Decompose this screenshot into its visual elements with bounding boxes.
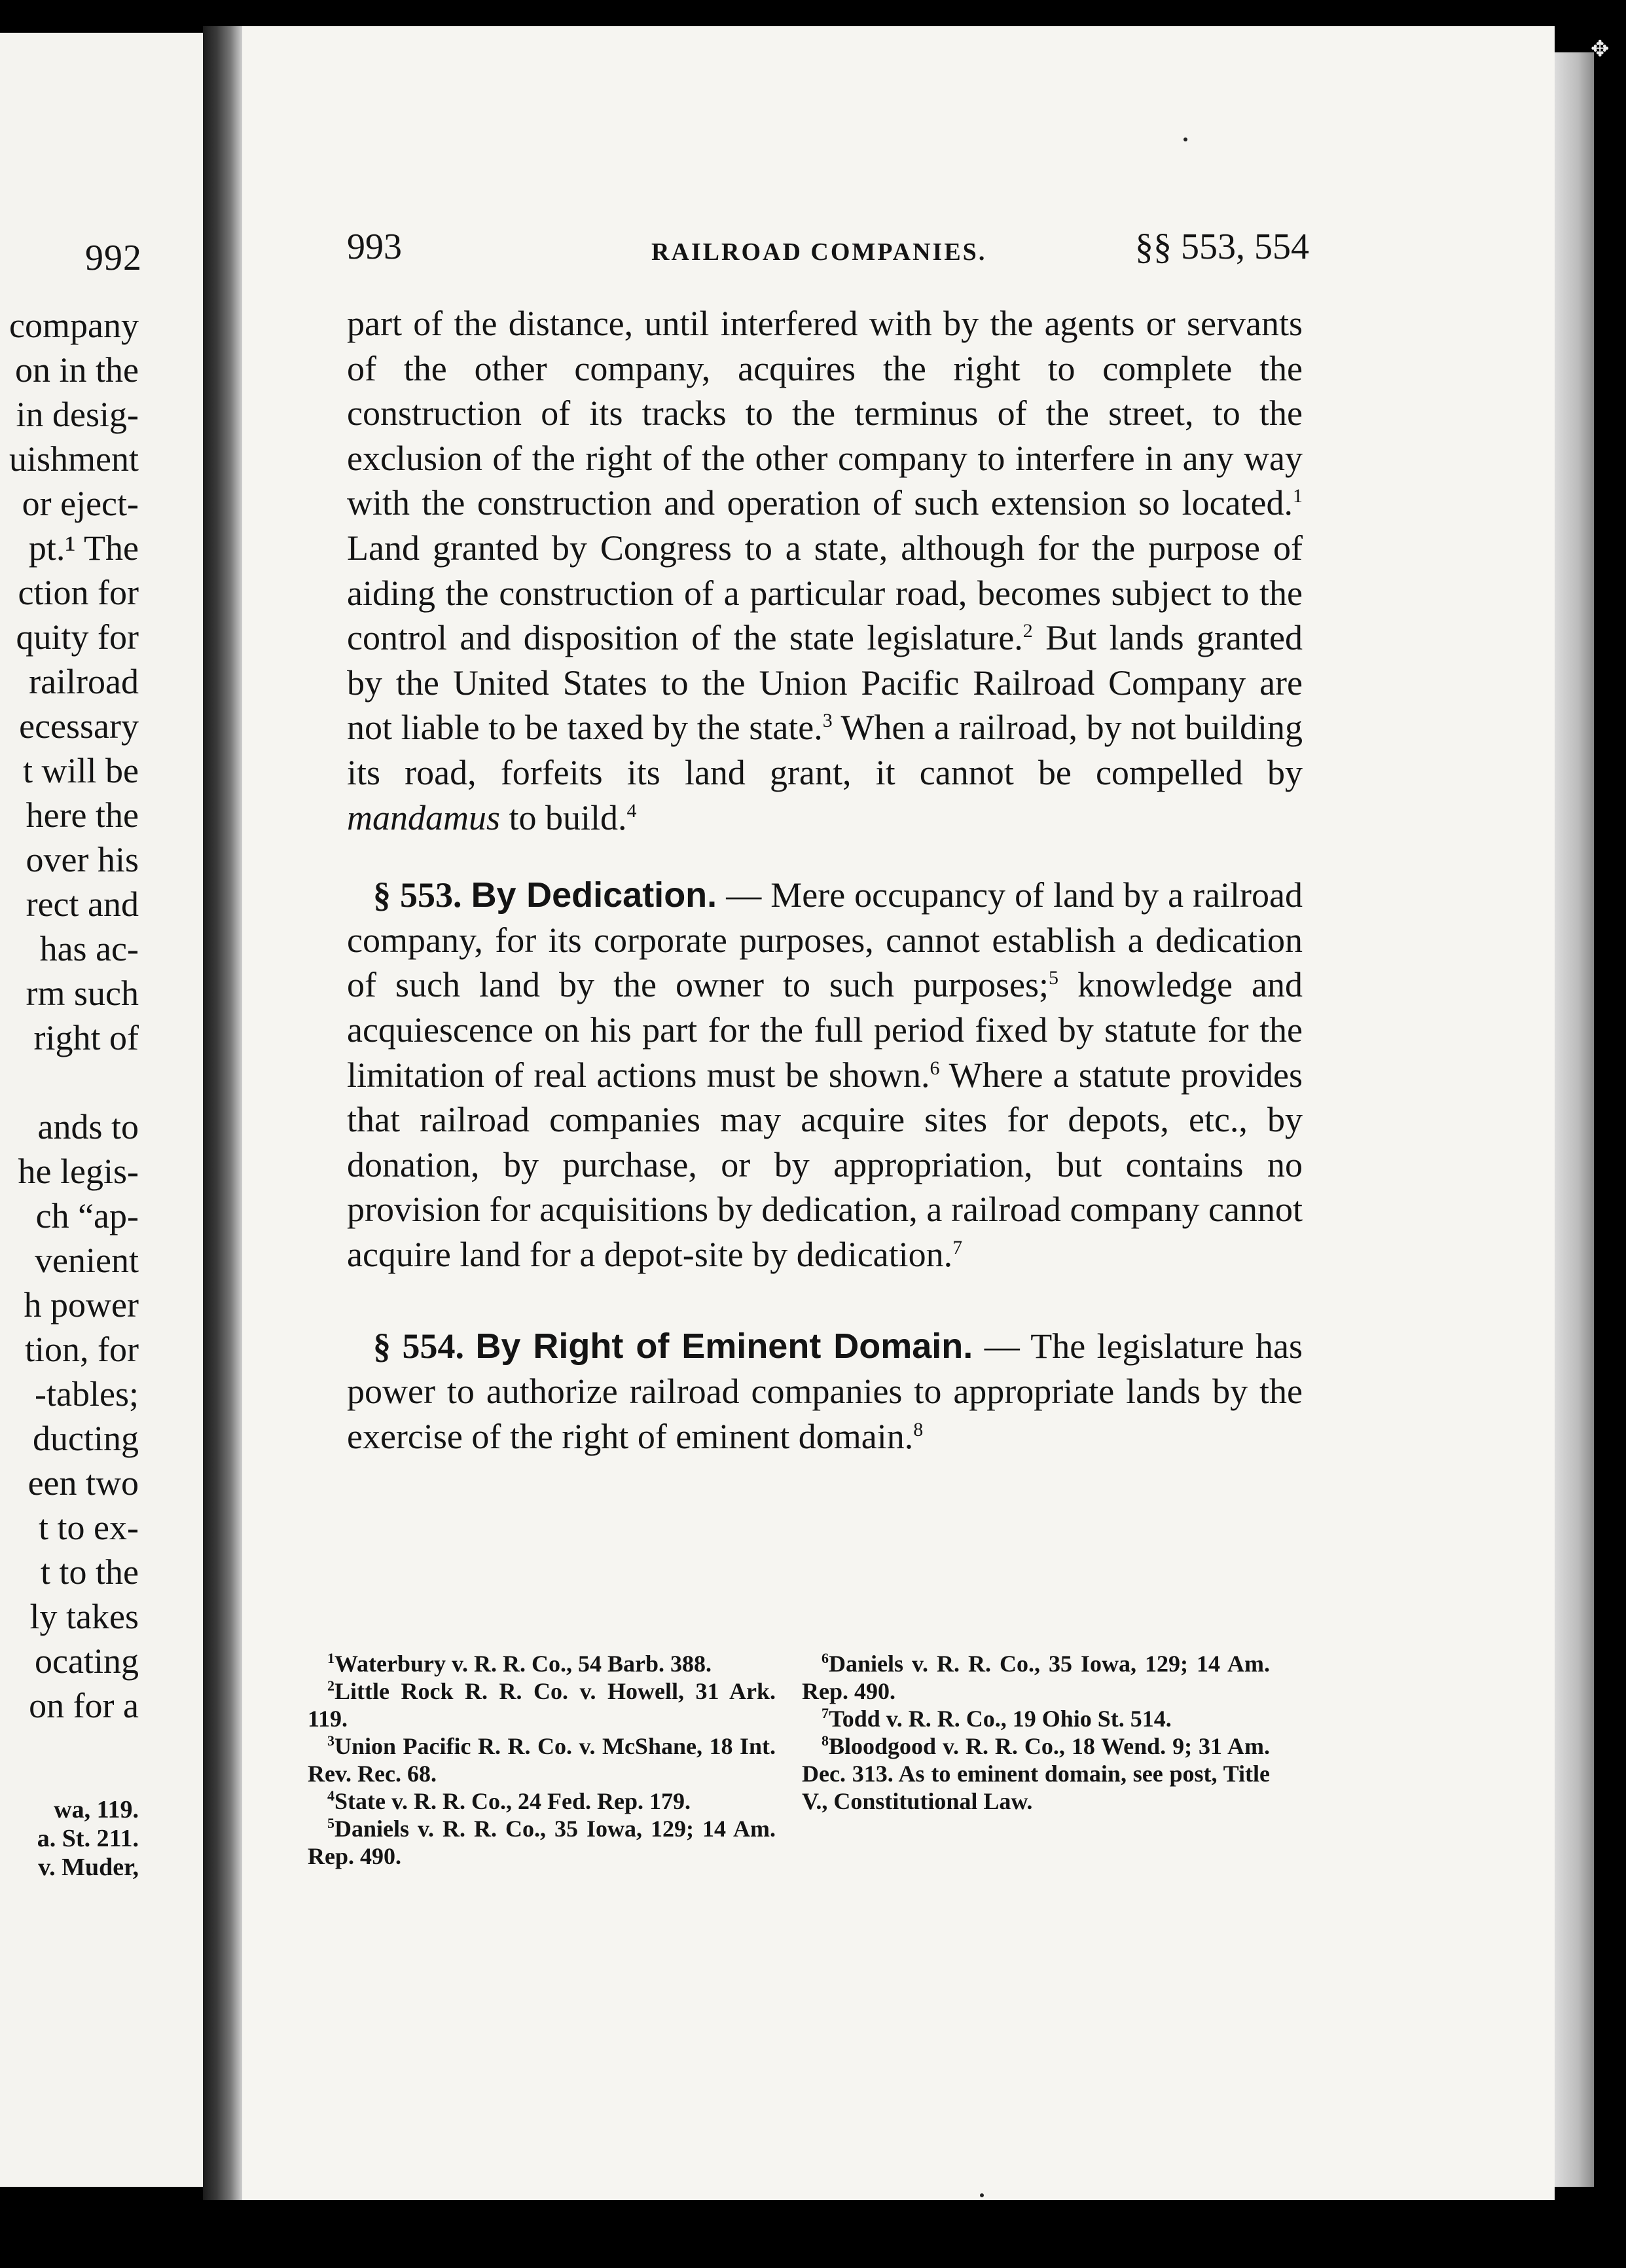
left-page-line: rm such [26, 974, 139, 1013]
footnote-number: 2 [327, 1677, 334, 1694]
text-run: Land granted by Congress to a state, although for the purpose of aiding the construction of a particular road, becomes subject to the control and disposition of the state legislature. [347, 528, 1303, 658]
footnote [802, 1732, 1270, 1815]
footnote-text: Little Rock R. R. Co. v. Howell, 31 Ark. 119. [308, 1678, 776, 1732]
left-page-footnote-line: wa, 119. [54, 1796, 139, 1823]
corner-mark-icon: ✥ [1591, 36, 1610, 62]
footnote-number: 7 [822, 1705, 829, 1721]
left-page-line: on in the [15, 350, 139, 390]
running-title: RAILROAD COMPANIES. [651, 238, 987, 266]
left-page-line: quity for [16, 617, 139, 657]
left-page-line: t to the [41, 1552, 139, 1592]
left-page-line: ecessary [19, 706, 139, 746]
main-text [347, 301, 1303, 1459]
left-page-line: has ac- [39, 929, 139, 968]
footnote-mark: 5 [1049, 967, 1059, 989]
footnote [308, 1650, 776, 1677]
left-page-footnote-line: v. Muder, [38, 1854, 139, 1881]
footnote-mark: 8 [913, 1418, 924, 1440]
footnote-mark: 1 [1293, 485, 1303, 507]
footnote-number: 1 [327, 1650, 334, 1666]
footnotes-left-column [308, 1650, 776, 1870]
section-number: § 553. [373, 875, 462, 915]
section-553 [347, 873, 1303, 1277]
left-page [0, 33, 203, 2187]
right-page-number: 993 [347, 227, 402, 267]
left-page-line: t will be [23, 751, 139, 790]
footnote [308, 1732, 776, 1787]
footnote-number: 4 [327, 1787, 334, 1804]
footnote-text: Daniels v. R. R. Co., 35 Iowa, 129; 14 Am. Rep. 490. [308, 1816, 776, 1869]
page-edge [1555, 52, 1594, 2187]
footnote-number: 3 [327, 1732, 334, 1749]
text-run: part of the distance, until interfered with by the agents or servants of the other company, acquires the right to complete the construction of its tracks to the terminus of the street, to the exclusion of the right of the other company to interfere in any way with the construction and operation of such extension so located. [347, 304, 1303, 523]
left-page-line: rect and [26, 885, 139, 924]
left-page-line: he legis- [18, 1152, 139, 1191]
running-head [347, 226, 1309, 272]
left-page-line: company [9, 306, 139, 345]
left-page-line: ly takes [29, 1597, 139, 1636]
footnote-mark: 7 [952, 1236, 963, 1258]
footnote-text: Waterbury v. R. R. Co., 54 Barb. 388. [334, 1651, 712, 1677]
left-page-line: here the [26, 796, 139, 835]
left-page-line: over his [26, 840, 139, 879]
section-554 [347, 1324, 1303, 1459]
speck [1183, 137, 1187, 141]
left-page-line: ocating [35, 1641, 139, 1681]
footnote-number: 5 [327, 1815, 334, 1831]
paragraph-continuation [347, 301, 1303, 840]
left-page-line: t to ex- [39, 1508, 139, 1547]
text-run: — The legislature has power to authorize railroad companies to appropriate lands by the exercise of the right of eminent domain. [347, 1326, 1303, 1456]
text-run: to build. [500, 797, 627, 837]
footnote-text: Bloodgood v. R. R. Co., 18 Wend. 9; 31 Am. Dec. 313. As to eminent domain, see post, Title V., Constitutional Law. [802, 1733, 1270, 1814]
footnote-text: Daniels v. R. R. Co., 35 Iowa, 129; 14 Am. Rep. 490. [802, 1651, 1270, 1704]
left-page-line: ands to [37, 1107, 139, 1146]
book-gutter [203, 26, 242, 2200]
left-page-line: ducting [33, 1419, 139, 1458]
left-page-line: on for a [29, 1686, 139, 1725]
text-run: When a railroad, by not building its road, forfeits its land grant, it cannot be compelled by [347, 708, 1303, 792]
left-page-line: tion, for [25, 1330, 139, 1369]
footnote [308, 1815, 776, 1870]
footnote-text: State v. R. R. Co., 24 Fed. Rep. 179. [334, 1788, 691, 1814]
footnote [802, 1705, 1270, 1732]
left-page-line: ction for [18, 573, 139, 612]
left-page-line: or eject- [22, 484, 139, 523]
footnote [802, 1650, 1270, 1705]
footnote [308, 1677, 776, 1732]
left-page-line: venient [35, 1241, 139, 1280]
text-run: — Mere occupancy of land by a railroad company, for its corporate purposes, cannot establish a dedication of such land by the owner to such purposes; [347, 875, 1303, 1005]
section-reference: §§ 553, 554 [1135, 227, 1309, 267]
left-page-line: in desig- [16, 395, 139, 434]
left-page-line: pt.¹ The [28, 528, 139, 568]
speck [980, 2193, 984, 2197]
section-heading: By Dedication. [471, 875, 717, 915]
left-page-line: h power [24, 1285, 139, 1325]
left-page-footnote-line: a. St. 211. [37, 1825, 139, 1852]
section-heading: By Right of Eminent Domain. [475, 1326, 973, 1366]
left-page-line: ch “ap- [35, 1196, 139, 1235]
text-run: Where a statute provides that railroad companies may acquire sites for depots, etc., by donation, by purchase, or by appropriation, but contains no provision for acquisitions by dedication, a railroad company cannot acquire land for a depot-site by dedication. [347, 1055, 1303, 1274]
text-run: knowledge and acquiescence on his part for the full period fixed by statute for the limitation of real actions must be shown. [347, 965, 1303, 1095]
footnote-number: 8 [822, 1732, 829, 1749]
footnote-mark: 2 [1022, 620, 1033, 642]
footnote-mark: 6 [930, 1057, 940, 1079]
left-page-line: railroad [29, 662, 139, 701]
text-run: But lands granted by the United States to the Union Pacific Railroad Company are not liable to be taxed by the state. [347, 618, 1303, 748]
left-page-line: right of [33, 1018, 139, 1057]
footnotes-right-column [802, 1650, 1270, 1870]
section-number: § 554. [373, 1326, 464, 1366]
footnote-number: 6 [822, 1650, 829, 1666]
footnote-mark: 3 [822, 710, 833, 732]
left-page-number: 992 [85, 238, 142, 278]
left-page-line: uishment [9, 439, 139, 479]
left-page-line: een two [27, 1463, 139, 1503]
emphasis: mandamus [347, 797, 501, 837]
footnotes [308, 1650, 1270, 1870]
left-page-line: -tables; [35, 1374, 139, 1414]
footnote-text: Todd v. R. R. Co., 19 Ohio St. 514. [829, 1706, 1172, 1732]
footnote [308, 1787, 776, 1815]
footnote-mark: 4 [626, 799, 637, 822]
footnote-text: Union Pacific R. R. Co. v. McShane, 18 Int. Rev. Rec. 68. [308, 1733, 776, 1787]
